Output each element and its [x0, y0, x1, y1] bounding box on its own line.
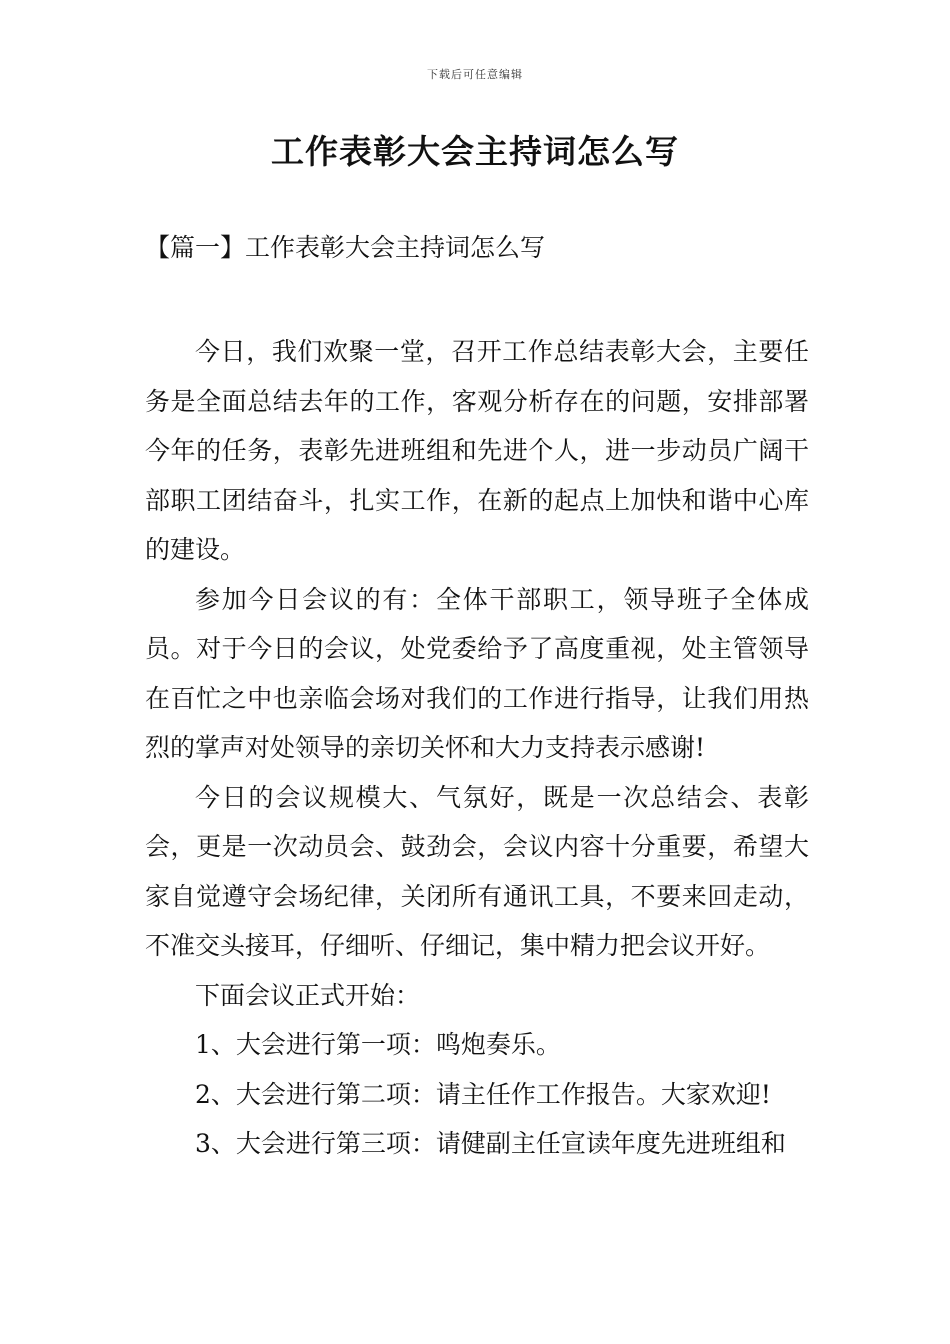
- list-item-1: 1、大会进行第一项：鸣炮奏乐。: [195, 1030, 561, 1059]
- list-item-2: 2、大会进行第二项：请主任作工作报告。大家欢迎!: [195, 1079, 771, 1109]
- document-title: 工作表彰大会主持词怎么写: [271, 132, 679, 171]
- header-note: 下载后可任意编辑: [427, 68, 523, 81]
- list-item-3: 3、大会进行第三项：请健副主任宣读年度先进班组和: [195, 1129, 786, 1158]
- paragraph-start: 下面会议正式开始：: [195, 980, 421, 1010]
- document-body: [145, 327, 809, 1169]
- paragraph-attendees: 参加今日会议的有：全体干部职工，领导班子全体成员。对于今日的会议，处党委给予了高度重视，处主管领导在百忙之中也亲临会场对我们的工作进行指导，让我们用热烈的掌声对处领导的亲切关怀和大力支持表示感谢!: [145, 584, 809, 762]
- paragraph-opening: 今日，我们欢聚一堂，召开工作总结表彰大会，主要任务是全面总结去年的工作，客观分析存在的问题，安排部署今年的任务，表彰先进班组和先进个人，进一步动员广阔干部职工团结奋斗，扎实工作，在新的起点上加快和谐中心库的建设。: [145, 337, 809, 564]
- paragraph-discipline: 今日的会议规模大、气氛好，既是一次总结会、表彰会，更是一次动员会、鼓劲会，会议内容十分重要，希望大家自觉遵守会场纪律，关闭所有通讯工具，不要来回走动，不准交头接耳，仔细听、仔细记，集中精力把会议开好。: [145, 782, 809, 960]
- section-heading: 【篇一】工作表彰大会主持词怎么写: [145, 233, 546, 262]
